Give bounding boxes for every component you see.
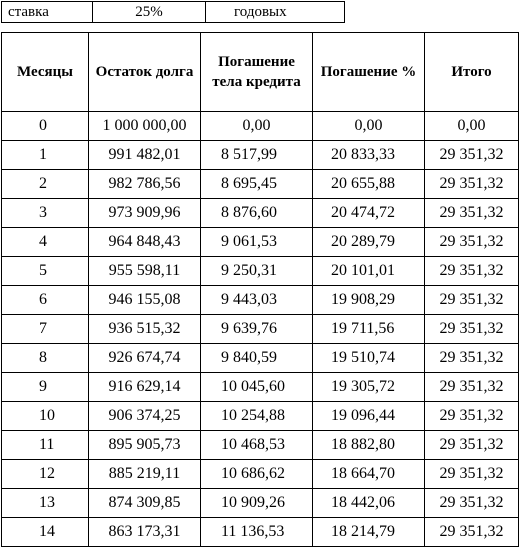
cell-month: 5	[2, 257, 89, 286]
cell-principal: 8 876,60	[201, 199, 313, 228]
cell-balance: 991 482,01	[89, 141, 201, 170]
cell-interest: 19 510,74	[313, 344, 425, 373]
cell-interest: 19 908,29	[313, 286, 425, 315]
rate-table	[1, 1, 345, 23]
cell-balance: 885 219,11	[89, 460, 201, 489]
cell-interest: 18 214,79	[313, 518, 425, 547]
cell-principal: 9 250,31	[201, 257, 313, 286]
table-row	[2, 518, 519, 547]
cell-principal: 10 686,62	[201, 460, 313, 489]
rate-unit: годовых	[206, 2, 345, 23]
cell-balance: 946 155,08	[89, 286, 201, 315]
cell-total: 29 351,32	[425, 315, 519, 344]
cell-interest: 20 474,72	[313, 199, 425, 228]
cell-total: 29 351,32	[425, 141, 519, 170]
cell-total: 29 351,32	[425, 199, 519, 228]
cell-interest: 18 442,06	[313, 489, 425, 518]
cell-interest: 20 101,01	[313, 257, 425, 286]
cell-balance: 874 309,85	[89, 489, 201, 518]
cell-interest: 19 711,56	[313, 315, 425, 344]
cell-total: 29 351,32	[425, 228, 519, 257]
table-row	[2, 431, 519, 460]
cell-interest: 19 305,72	[313, 373, 425, 402]
table-row	[2, 315, 519, 344]
table-row	[2, 170, 519, 199]
cell-balance: 1 000 000,00	[89, 112, 201, 141]
table-row	[2, 199, 519, 228]
rate-row	[2, 2, 345, 23]
cell-principal: 10 045,60	[201, 373, 313, 402]
cell-month: 0	[2, 112, 89, 141]
table-row	[2, 141, 519, 170]
cell-month: 9	[2, 373, 89, 402]
table-row	[2, 373, 519, 402]
cell-principal: 8 695,45	[201, 170, 313, 199]
cell-total: 29 351,32	[425, 518, 519, 547]
cell-balance: 916 629,14	[89, 373, 201, 402]
cell-total: 29 351,32	[425, 344, 519, 373]
cell-total: 29 351,32	[425, 460, 519, 489]
cell-balance: 926 674,74	[89, 344, 201, 373]
cell-month: 8	[2, 344, 89, 373]
cell-month: 4	[2, 228, 89, 257]
header-total: Итого	[425, 33, 519, 112]
table-row	[2, 402, 519, 431]
cell-total: 29 351,32	[425, 431, 519, 460]
cell-balance: 936 515,32	[89, 315, 201, 344]
cell-interest: 20 655,88	[313, 170, 425, 199]
cell-interest: 19 096,44	[313, 402, 425, 431]
cell-month: 3	[2, 199, 89, 228]
table-row	[2, 489, 519, 518]
cell-principal: 9 840,59	[201, 344, 313, 373]
rate-value: 25%	[93, 2, 206, 23]
cell-interest: 20 833,33	[313, 141, 425, 170]
header-principal: Погашение тела кредита	[201, 33, 313, 112]
cell-total: 0,00	[425, 112, 519, 141]
cell-total: 29 351,32	[425, 402, 519, 431]
header-interest: Погашение %	[313, 33, 425, 112]
header-row	[2, 33, 519, 112]
cell-month: 14	[2, 518, 89, 547]
table-row	[2, 286, 519, 315]
cell-month: 6	[2, 286, 89, 315]
cell-total: 29 351,32	[425, 257, 519, 286]
cell-balance: 964 848,43	[89, 228, 201, 257]
cell-principal: 0,00	[201, 112, 313, 141]
table-row	[2, 228, 519, 257]
cell-interest: 18 664,70	[313, 460, 425, 489]
cell-balance: 906 374,25	[89, 402, 201, 431]
cell-month: 10	[2, 402, 89, 431]
cell-total: 29 351,32	[425, 170, 519, 199]
cell-balance: 863 173,31	[89, 518, 201, 547]
cell-principal: 9 639,76	[201, 315, 313, 344]
header-balance: Остаток долга	[89, 33, 201, 112]
cell-principal: 8 517,99	[201, 141, 313, 170]
cell-total: 29 351,32	[425, 489, 519, 518]
cell-principal: 9 061,53	[201, 228, 313, 257]
table-row	[2, 460, 519, 489]
cell-total: 29 351,32	[425, 286, 519, 315]
cell-total: 29 351,32	[425, 373, 519, 402]
cell-balance: 895 905,73	[89, 431, 201, 460]
cell-interest: 20 289,79	[313, 228, 425, 257]
cell-balance: 955 598,11	[89, 257, 201, 286]
cell-month: 12	[2, 460, 89, 489]
table-row	[2, 257, 519, 286]
cell-principal: 9 443,03	[201, 286, 313, 315]
cell-balance: 973 909,96	[89, 199, 201, 228]
header-month: Месяцы	[2, 33, 89, 112]
cell-month: 11	[2, 431, 89, 460]
table-row	[2, 112, 519, 141]
cell-month: 1	[2, 141, 89, 170]
cell-month: 13	[2, 489, 89, 518]
amortization-table	[1, 32, 519, 547]
cell-month: 2	[2, 170, 89, 199]
cell-principal: 11 136,53	[201, 518, 313, 547]
rate-label: ставка	[2, 2, 93, 23]
cell-balance: 982 786,56	[89, 170, 201, 199]
cell-interest: 18 882,80	[313, 431, 425, 460]
cell-month: 7	[2, 315, 89, 344]
cell-principal: 10 909,26	[201, 489, 313, 518]
cell-principal: 10 254,88	[201, 402, 313, 431]
table-row	[2, 344, 519, 373]
cell-interest: 0,00	[313, 112, 425, 141]
cell-principal: 10 468,53	[201, 431, 313, 460]
